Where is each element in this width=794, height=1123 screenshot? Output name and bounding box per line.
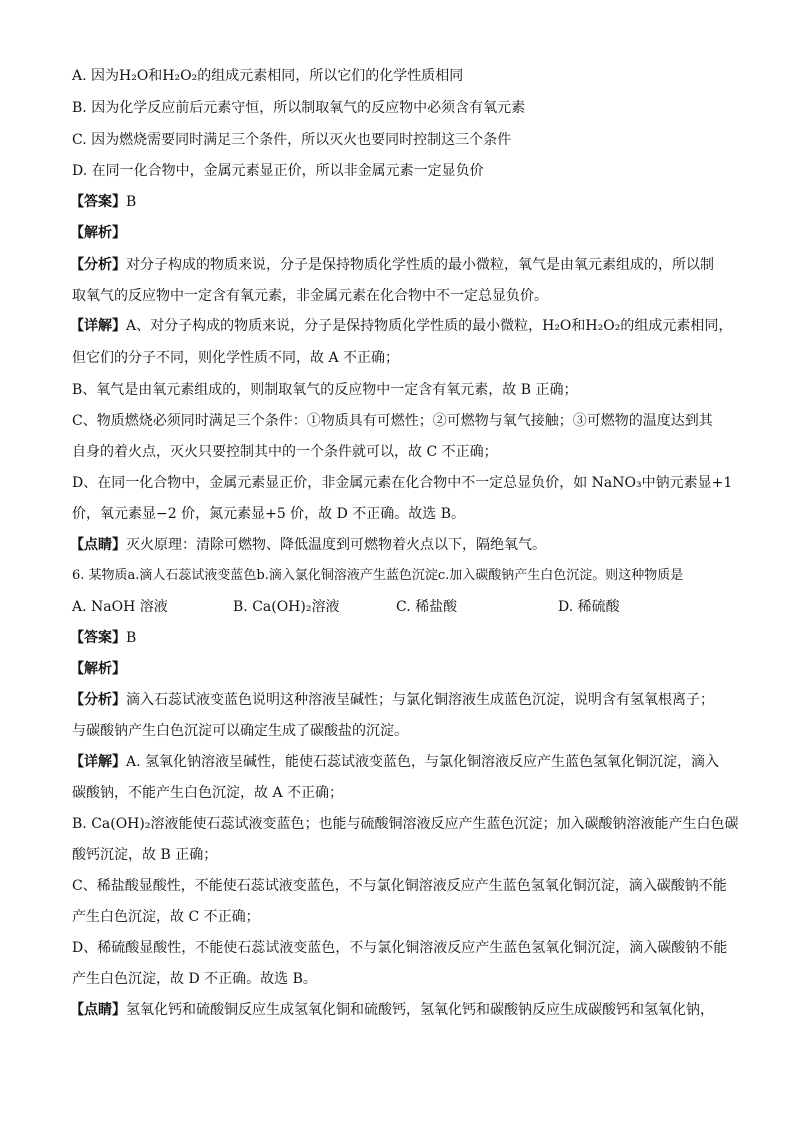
- q5-xiangjie-line-2: 但它们的分子不同，则化学性质不同，故 A 不正确；: [72, 350, 400, 366]
- q5-option-a: A. 因为H₂O和H₂O₂的组成元素相同，所以它们的化学性质相同: [72, 68, 464, 84]
- q5-xiangjie-line-4: C、物质燃烧必须同时满足三个条件：①物质具有可燃性；②可燃物与氧气接触；③可燃物的温度达到其: [72, 413, 713, 429]
- q6-xiangjie-line-3: B. Ca(OH)₂溶液能使石蕊试液变蓝色；也能与硫酸铜溶液反应产生蓝色沉淀；加入碳酸钠溶液能产生白色碳: [72, 816, 739, 832]
- q6-stem: 6. 某物质a.滴人石蕊试液变蓝色b.滴入氯化铜溶液产生蓝色沉淀c.加入碳酸钠产生白色沉淀。则这种物质是: [72, 568, 684, 583]
- dianjing-tag: 【点睛】: [70, 537, 126, 553]
- q6-option-b: B. Ca(OH)₂溶液: [233, 599, 340, 615]
- answer-value: B: [126, 194, 137, 210]
- q6-xiangjie-line-1: [70, 752, 719, 772]
- q5-xiangjie-line-5: 自身的着火点，灭火只要控制其中的一个条件就可以，故 C 不正确；: [72, 444, 498, 460]
- q6-option-d: D. 稀硫酸: [558, 599, 620, 615]
- answer-tag: 【答案】: [70, 194, 126, 210]
- answer-value: B: [126, 630, 137, 646]
- q5-xiangjie-line-3: B、氧气是由氧元素组成的，则制取氧气的反应物中一定含有氧元素，故 B 正确；: [72, 382, 578, 398]
- xiangjie-tag: 【详解】: [70, 754, 126, 770]
- q5-fenxi-line-1: [70, 255, 714, 275]
- q6-dianjing: [70, 1000, 714, 1020]
- analysis-tag: 【解析】: [70, 225, 126, 241]
- q6-xiangjie-line-6: 产生白色沉淀，故 C 不正确；: [72, 909, 260, 925]
- q6-xiangjie-line-7: D、稀硫酸显酸性，不能使石蕊试液变蓝色，不与氯化铜溶液反应产生蓝色氢氧化铜沉淀，滴入碳酸钠不能: [72, 940, 728, 956]
- q5-option-b: B. 因为化学反应前后元素守恒，所以制取氧气的反应物中必须含有氧元素: [72, 100, 526, 116]
- q5-answer: [70, 192, 136, 212]
- answer-tag: 【答案】: [70, 630, 126, 646]
- analysis-tag: 【解析】: [70, 661, 126, 677]
- q5-option-d: D. 在同一化合物中，金属元素显正价，所以非金属元素一定显负价: [72, 163, 484, 179]
- dianjing-tag: 【点睛】: [70, 1002, 126, 1018]
- q6-fenxi-line-1: [70, 690, 714, 710]
- q6-answer: [70, 628, 136, 648]
- q6-analysis-heading: [70, 659, 126, 679]
- q5-xiangjie-line-6: D、在同一化合物中，金属元素显正价，非金属元素在化合物中不一定总显负价，如 NaNO₃中钠元素显+1: [72, 475, 733, 491]
- dianjing-text: 氢氧化钙和硫酸铜反应生成氢氧化铜和硫酸钙，氢氧化钙和碳酸钠反应生成碳酸钙和氢氧化钠，: [126, 1002, 714, 1018]
- q6-xiangjie-line-4: 酸钙沉淀，故 B 正确；: [72, 847, 218, 863]
- q5-dianjing: [70, 535, 546, 555]
- fenxi-tag: 【分析】: [70, 257, 126, 273]
- fenxi-tag: 【分析】: [70, 692, 126, 708]
- dianjing-text: 灭火原理：清除可燃物、降低温度到可燃物着火点以下，隔绝氧气。: [126, 537, 546, 553]
- q5-analysis-heading: [70, 223, 126, 243]
- q5-fenxi-line-2: 取氧气的反应物中一定含有氧元素，非金属元素在化合物中不一定总显负价。: [72, 288, 548, 304]
- q6-xiangjie-line-5: C、稀盐酸显酸性，不能使石蕊试液变蓝色，不与氯化铜溶液反应产生蓝色氢氧化铜沉淀，滴入碳酸钠不能: [72, 878, 727, 894]
- q6-xiangjie-line-8: 产生白色沉淀，故 D 不正确。故选 B。: [72, 971, 317, 987]
- q6-xiangjie-line-2: 碳酸钠，不能产生白色沉淀，故 A 不正确；: [72, 785, 344, 801]
- q6-option-a: A. NaOH 溶液: [72, 599, 168, 615]
- xiangjie-text: A、对分子构成的物质来说，分子是保持物质化学性质的最小微粒，H₂O和H₂O₂的组成元素相同，: [126, 318, 733, 334]
- q6-fenxi-line-2: 与碳酸钠产生白色沉淀可以确定生成了碳酸盐的沉淀。: [72, 723, 408, 739]
- q5-xiangjie-line-1: [70, 316, 732, 336]
- q6-option-c: C. 稀盐酸: [396, 599, 458, 615]
- q5-option-c: C. 因为燃烧需要同时满足三个条件，所以灭火也要同时控制这三个条件: [72, 132, 512, 148]
- fenxi-text: 滴入石蕊试液变蓝色说明这种溶液呈碱性；与氯化铜溶液生成蓝色沉淀，说明含有氢氧根离子；: [126, 692, 714, 708]
- q5-xiangjie-line-7: 价，氧元素显−2 价，氮元素显+5 价，故 D 不正确。故选 B。: [72, 506, 466, 522]
- xiangjie-text: A. 氢氧化钠溶液呈碱性，能使石蕊试液变蓝色，与氯化铜溶液反应产生蓝色氢氧化铜沉淀，滴入: [126, 754, 720, 770]
- xiangjie-tag: 【详解】: [70, 318, 126, 334]
- fenxi-text: 对分子构成的物质来说，分子是保持物质化学性质的最小微粒，氧气是由氧元素组成的，所以制: [126, 257, 714, 273]
